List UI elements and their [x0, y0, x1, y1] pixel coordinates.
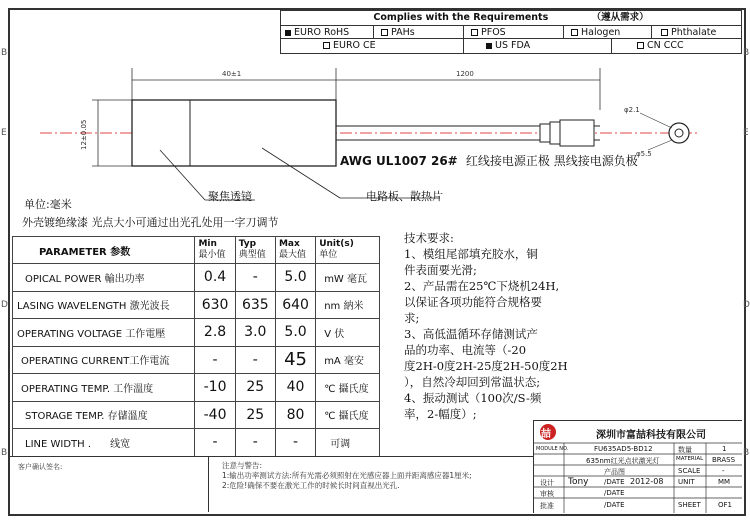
row-min: - — [195, 429, 235, 457]
unit-label: UNIT — [678, 478, 695, 486]
tech-line: 以保证各项功能符合规格要 — [404, 295, 542, 309]
row-param: LASING WAVELENGTH 激光波長 — [13, 291, 195, 319]
dim-phi-5-5: φ5.5 — [636, 150, 652, 158]
material-label: MATERIAL — [676, 456, 704, 462]
row-min: - — [195, 346, 235, 374]
unit-value: MM — [718, 478, 731, 486]
drawn-by: Tony — [568, 477, 589, 487]
title-block — [533, 420, 742, 513]
tech-line: 度2H-0度2H-25度2H-50度2H — [404, 359, 568, 373]
row-param: STORAGE TEMP. 存儲溫度 — [13, 401, 195, 429]
row-max: 5.0 — [275, 264, 315, 292]
shell-note: 外壳镀绝缘漆 光点大小可通过出光孔处用一字刀调节 — [22, 216, 279, 229]
tech-line: 求; — [404, 311, 420, 325]
footer-divider-v — [208, 456, 209, 512]
tech-requirements — [404, 230, 594, 422]
product-desc: 635nm红光点状激光灯 — [586, 457, 660, 465]
row-typ: 25 — [235, 374, 275, 402]
row-min: -40 — [195, 401, 235, 429]
row-max: 80 — [275, 401, 315, 429]
req-phthalate: Phthalate — [661, 26, 716, 39]
table-row — [13, 291, 380, 319]
row-unit: ℃ 攝氏度 — [316, 401, 380, 429]
tech-requirements-title: 技术要求: — [404, 231, 454, 245]
check-date-label: /DATE — [604, 489, 625, 497]
row-unit: mW 毫瓦 — [316, 264, 380, 292]
tech-line: 3、高低温循环存储测试产 — [404, 327, 538, 341]
date-label: /DATE — [604, 478, 625, 486]
table-row — [13, 264, 380, 292]
req-euro-ce: EURO CE — [323, 39, 376, 52]
tech-line: 品的功率、电流等（-20 — [404, 343, 527, 357]
qty-value: 1 — [722, 445, 727, 453]
dim-length-1200: 1200 — [456, 70, 474, 78]
table-row — [13, 374, 380, 402]
edge-mark-b-left: B — [1, 48, 8, 58]
drawn-label: 设计 — [540, 479, 554, 487]
requirements-title-text: Complies with the Requirements — [373, 12, 549, 23]
tech-line: 件表面要光滑; — [404, 263, 477, 277]
req-us-fda: US FDA — [486, 39, 530, 52]
header-unit: Unit(s) 单位 — [316, 237, 380, 264]
wire-label: AWG UL1007 26# 红线接电源正极 黑线接电源负极 — [340, 154, 638, 168]
row-min: 2.8 — [195, 319, 235, 347]
approve-date-label: /DATE — [604, 501, 625, 509]
header-max: Max 最大值 — [275, 237, 315, 264]
row-typ: 3.0 — [235, 319, 275, 347]
header-min: Min 最小值 — [195, 237, 235, 264]
edge-mark-d-left: D — [1, 300, 8, 310]
customer-signature: 客户确认签名: — [18, 463, 63, 471]
tech-line: ），自然冷却回到常温状态; — [404, 375, 541, 389]
drawing-type: 产品图 — [604, 468, 625, 476]
approve-label: 批准 — [540, 502, 554, 510]
row-unit: 可调 — [316, 429, 380, 457]
scale-value: - — [722, 467, 725, 475]
footer-divider — [10, 456, 533, 457]
dim-phi-2-1: φ2.1 — [624, 106, 640, 114]
row-min: 630 — [195, 291, 235, 319]
req-cn-ccc: CN CCC — [637, 39, 684, 52]
req-pahs: PAHs — [381, 26, 415, 39]
edge-mark-e-right: B — [743, 448, 750, 458]
tech-line: 4、振动测试（100次/S-频 — [404, 391, 542, 405]
row-unit: ℃ 攝氏度 — [316, 374, 380, 402]
sheet-value: OF1 — [718, 501, 732, 509]
callout-focus-lens: 聚焦透镜 — [208, 190, 252, 203]
row-param: OPERATING TEMP. 工作溫度 — [13, 374, 195, 402]
req-euro-rohs: EURO RoHS — [285, 26, 349, 39]
dim-length-40: 40±1 — [222, 70, 242, 78]
row-typ: - — [235, 264, 275, 292]
warning-title: 注意与警告: — [222, 461, 263, 470]
row-typ: - — [235, 346, 275, 374]
requirements-title-cn: （遵从需求） — [591, 12, 649, 23]
row-param: OPERATING CURRENT工作電流 — [13, 346, 195, 374]
edge-mark-b-right: B — [743, 48, 750, 58]
table-row — [13, 401, 380, 429]
callout-circuit-board: 电路板、散热片 — [366, 190, 443, 203]
header-param: PARAMETER 参数 — [13, 237, 195, 264]
row-param: OPICAL POWER 輸出功率 — [13, 264, 195, 292]
row-typ: 635 — [235, 291, 275, 319]
row-unit: mA 毫安 — [316, 346, 380, 374]
row-min: 0.4 — [195, 264, 235, 292]
row-max: 45 — [275, 346, 315, 374]
row-param: LINE WIDTH . 线宽 — [13, 429, 195, 457]
table-row — [13, 429, 380, 457]
spec-header-row — [13, 237, 380, 264]
req-pfos: PFOS — [471, 26, 506, 39]
table-row — [13, 346, 380, 374]
row-max: 640 — [275, 291, 315, 319]
row-param: OPERATING VOLTAGE 工作電壓 — [13, 319, 195, 347]
dim-diameter: 12±0.05 — [80, 119, 88, 150]
date-value: 2012-08 — [630, 477, 664, 486]
company-logo: 喆 — [541, 429, 551, 440]
material-value: BRASS — [712, 456, 736, 464]
row-max: 5.0 — [275, 319, 315, 347]
row-typ: 25 — [235, 401, 275, 429]
edge-mark-c-left: E — [1, 128, 7, 138]
header-typ: Typ 典型值 — [235, 237, 275, 264]
req-halogen: Halogen — [571, 26, 620, 39]
spec-table — [12, 236, 380, 457]
tech-line: 2、产品需在25℃下烧机24H, — [404, 279, 560, 293]
model-number: FU635AD5-BD12 — [594, 445, 653, 453]
warning-1: 1:输出功率测试方法:所有光需必须照射在光感应器上面并距离感应器1厘米; — [222, 471, 472, 480]
row-max: 40 — [275, 374, 315, 402]
row-unit: V 伏 — [316, 319, 380, 347]
qty-label: 数量 — [678, 446, 692, 454]
row-typ: - — [235, 429, 275, 457]
unit-note: 单位:毫米 — [24, 198, 72, 211]
edge-mark-d-right: D — [743, 300, 750, 310]
check-label: 审核 — [540, 490, 554, 498]
tech-line: 率，2-幅度）; — [404, 407, 477, 421]
row-min: -10 — [195, 374, 235, 402]
sheet-label: SHEET — [678, 501, 701, 509]
edge-mark-c-right: E — [743, 128, 749, 138]
table-row — [13, 319, 380, 347]
company-name: 深圳市富喆科技有限公司 — [596, 430, 706, 441]
tech-line: 1、模组尾部填充胶水，铜 — [404, 247, 538, 261]
row-unit: nm 納米 — [316, 291, 380, 319]
model-label: MODULE NO. — [536, 446, 569, 452]
row-max: - — [275, 429, 315, 457]
edge-mark-e-left: B — [1, 448, 8, 458]
scale-label: SCALE — [678, 467, 701, 475]
warning-2: 2:危险!确保不要在激光工作的时候长时间直视出光孔. — [222, 481, 400, 490]
